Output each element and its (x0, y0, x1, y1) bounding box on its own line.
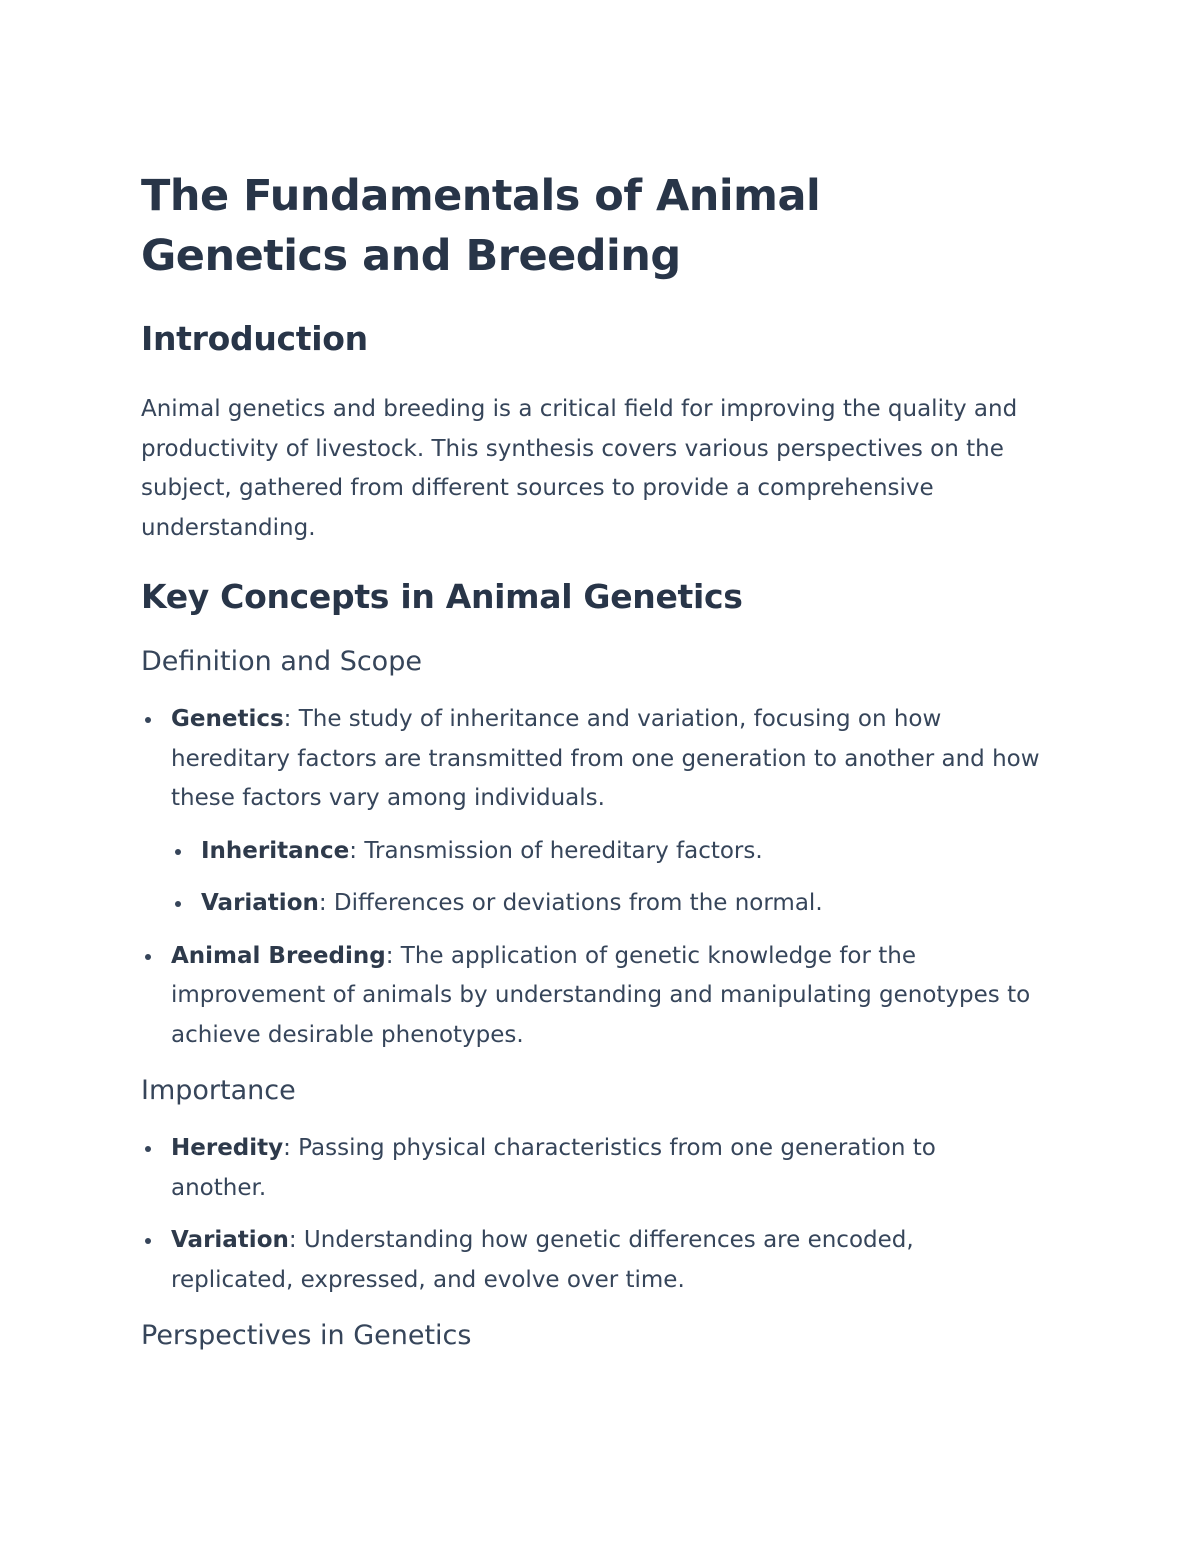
breeding-list (141, 937, 1061, 1056)
desc-variation-importance: : Understanding how genetic differences are encoded, replicated, expressed, and evolve over time. (171, 1227, 914, 1293)
term-animal-breeding: Animal Breeding (171, 942, 386, 969)
list-item-heredity (171, 1129, 1001, 1208)
list-item-inheritance (201, 832, 1061, 872)
intro-paragraph: Animal genetics and breeding is a critical field for improving the quality and productivity of livestock. This synthesis covers various perspectives on the subject, gathered from different sources to provide a comprehensive understanding. (141, 396, 1018, 541)
section-heading-key-concepts: Key Concepts in Animal Genetics (141, 577, 743, 616)
list-item-animal-breeding (171, 937, 1056, 1056)
genetics-sub-list (141, 832, 1061, 924)
list-item-variation-importance (171, 1221, 1001, 1300)
desc-animal-breeding: : The application of genetic knowledge for the improvement of animals by understanding and manipulating genotypes to achieve desirable phenotypes. (171, 942, 1031, 1048)
document-title: The Fundamentals of Animal Genetics and Breeding (141, 171, 821, 281)
term-genetics: Genetics (171, 706, 284, 732)
term-inheritance: Inheritance (201, 837, 350, 864)
term-variation: Variation (201, 890, 319, 916)
desc-variation: : Differences or deviations from the normal. (318, 890, 823, 916)
desc-genetics: : The study of inheritance and variation, focusing on how hereditary factors are transmitted from one generation to another and how these factors vary among individuals. (171, 706, 1040, 811)
section-heading-introduction: Introduction (141, 319, 368, 358)
term-heredity: Heredity (171, 1135, 284, 1161)
subsection-heading-perspectives: Perspectives in Genetics (141, 1320, 472, 1351)
subsection-heading-definition: Definition and Scope (141, 646, 422, 677)
term-variation-importance: Variation (171, 1227, 289, 1253)
desc-inheritance: : Transmission of hereditary factors. (349, 837, 763, 864)
definition-list (141, 700, 1061, 819)
list-item-genetics (171, 700, 1041, 819)
list-item-variation (201, 884, 1061, 924)
subsection-heading-importance: Importance (141, 1075, 296, 1106)
document-page (141, 166, 1061, 1354)
importance-list (141, 1129, 1061, 1300)
desc-heredity: : Passing physical characteristics from one generation to another. (171, 1135, 936, 1201)
